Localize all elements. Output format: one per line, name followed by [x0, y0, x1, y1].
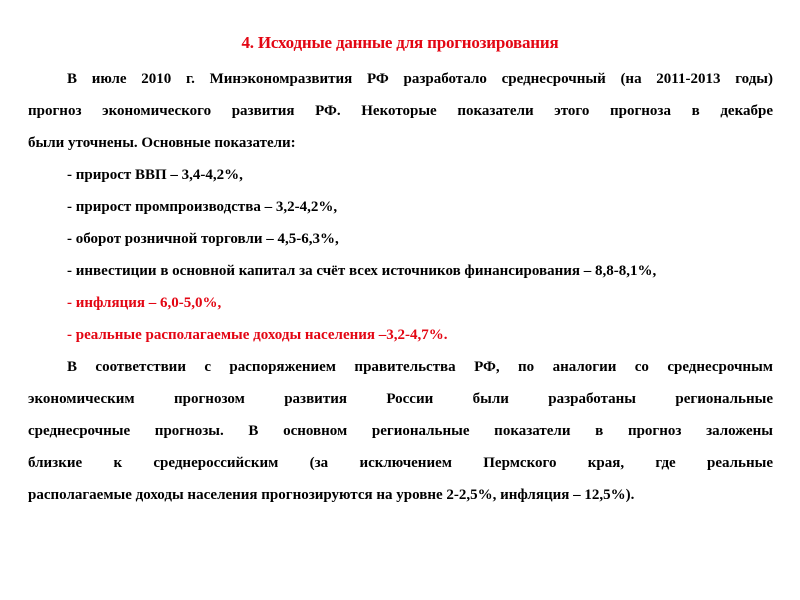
regional-line-1: В соответствии с распоряжением правительства РФ, по аналогии со среднесрочным	[67, 359, 773, 375]
regional-line-3: среднесрочные прогнозы. В основном региональные показатели в прогноз заложены	[28, 423, 773, 439]
regional-line-4: близкие к среднероссийским (за исключением Пермского края, где реальные	[28, 455, 773, 471]
intro-line-3: были уточнены. Основные показатели:	[28, 135, 296, 151]
indicator-gdp: - прирост ВВП – 3,4-4,2%,	[67, 167, 243, 183]
indicator-investment: - инвестиции в основной капитал за счёт всех источников финансирования – 8,8-8,1%,	[67, 263, 657, 279]
indicator-inflation: - инфляция – 6,0-5,0%,	[67, 295, 222, 311]
indicator-industry: - прирост промпроизводства – 3,2-4,2%,	[67, 199, 338, 215]
regional-line-2: экономическим прогнозом развития России были разработаны региональные	[28, 391, 773, 407]
indicator-income: - реальные располагаемые доходы населения –3,2-4,7%.	[67, 327, 448, 343]
intro-line-1: В июле 2010 г. Минэкономразвития РФ разработало среднесрочный (на 2011-2013 годы)	[67, 71, 773, 87]
regional-line-5: располагаемые доходы населения прогнозируются на уровне 2-2,5%, инфляция – 12,5%).	[28, 487, 635, 503]
slide-title: 4. Исходные данные для прогнозирования	[241, 33, 559, 52]
indicator-retail: - оборот розничной торговли – 4,5-6,3%,	[67, 231, 339, 247]
intro-line-2: прогноз экономического развития РФ. Некоторые показатели этого прогноза в декабре	[28, 103, 773, 119]
